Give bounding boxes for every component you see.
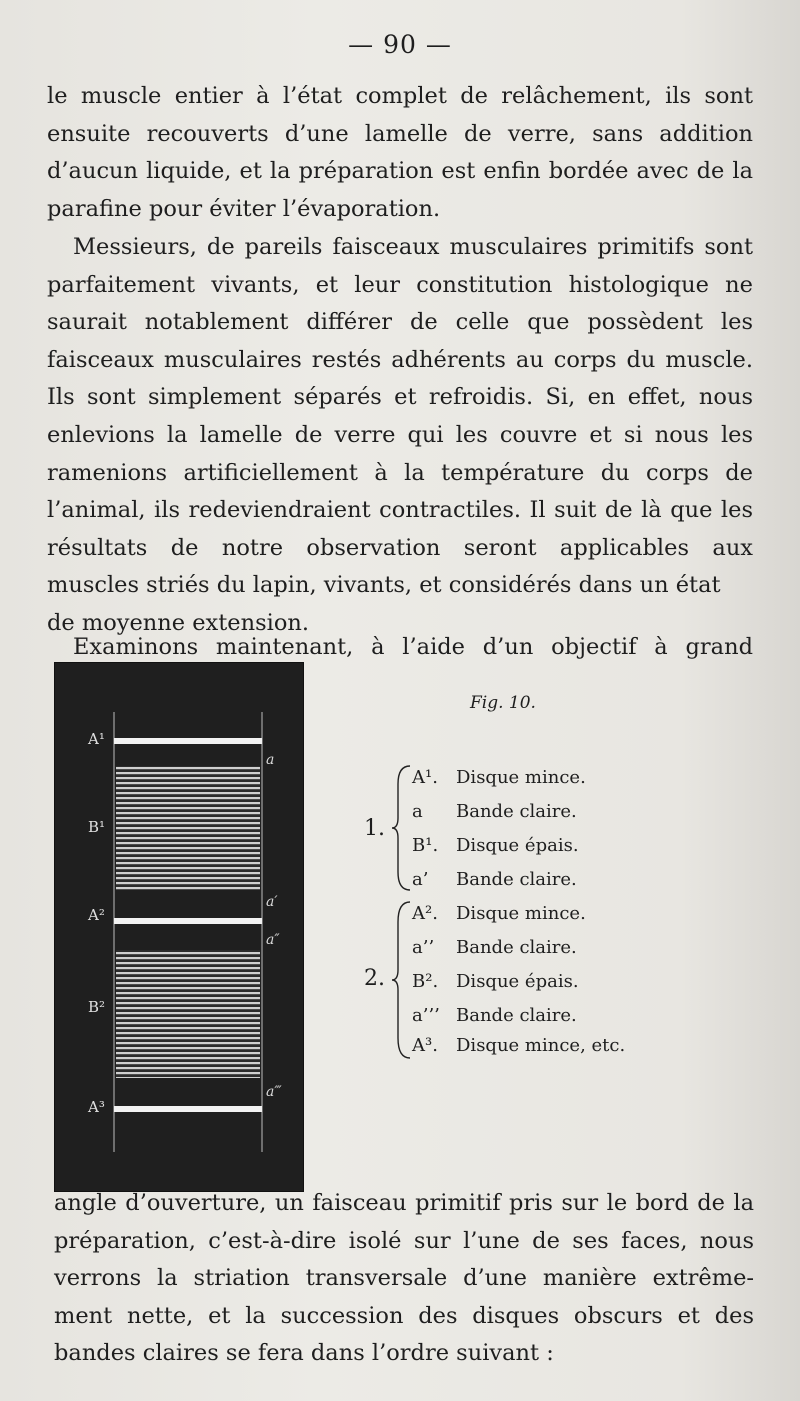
legend-abbr: a’	[412, 869, 429, 890]
legend-abbr: A¹.	[412, 767, 438, 788]
plate-label-a3: A³	[88, 1098, 105, 1116]
legend-label: Disque épais.	[456, 971, 579, 992]
legend-label: Bande claire.	[456, 1005, 577, 1026]
legend-abbr: a	[412, 801, 423, 822]
legend-abbr: B².	[412, 971, 439, 992]
legend-row	[412, 864, 577, 896]
legend-label: Disque mince.	[456, 903, 586, 924]
brace-group-1	[390, 764, 412, 892]
muscle-fibre-plate	[54, 662, 304, 1192]
legend-abbr: a’’	[412, 937, 435, 958]
paragraph-continuation: le muscle entier à l’état complet de relâchement, ils sont ensuite recouverts d’une lamelle de verre, sans addition d’aucun liquide, et la préparation est enfin bordée avec de la parafine pour éviter l’évaporation.	[47, 83, 753, 222]
legend-row	[412, 1000, 577, 1032]
thin-disc-a3	[114, 1106, 262, 1112]
paragraph-angle-ouverture: angle d’ouverture, un faisceau primitif pris sur le bord de la préparation, c’est-à-dire isolé sur l’une de ses faces, nous verrons la striation transversale d’une manière extrême-ment nette, et la succession des disques obscurs et des bandes claires se fera dans l’ordre suivant :	[54, 1190, 754, 1367]
thin-disc-a1	[114, 738, 262, 744]
legend-label: Disque mince.	[456, 767, 586, 788]
thick-disc-b2	[116, 950, 260, 1078]
plate-label-a: a	[266, 752, 275, 768]
legend-label: Disque mince, etc.	[456, 1035, 626, 1056]
plate-label-a1: A¹	[88, 730, 105, 748]
legend-abbr: a’’’	[412, 1005, 440, 1026]
legend-abbr: A³.	[412, 1035, 438, 1056]
paragraph-messieurs	[47, 229, 753, 643]
plate-label-a2: A²	[88, 906, 105, 924]
thin-disc-a2	[114, 918, 262, 924]
legend-abbr: A².	[412, 903, 438, 924]
thick-disc-b1	[116, 766, 260, 890]
legend-row	[412, 932, 577, 964]
figure-legend	[360, 760, 760, 1060]
legend-row	[412, 966, 579, 998]
legend-row	[412, 796, 577, 828]
legend-row	[412, 762, 586, 794]
group-number-1: 1.	[364, 816, 385, 841]
paragraph-messieurs-body: Messieurs, de pareils faisceaux musculaires primitifs sont parfaitement vivants, et leur constitution histologique ne saurait notablement différer de celle que possèdent les faisceaux musculaires restés adhérents au corps du muscle. Ils sont simplement séparés et refroidis. Si, en effet, nous enlevions la lamelle de verre qui les couvre et si nous les ramenions artificiellement à la température du corps de l’animal, ils redeviendraient contractiles. Il suit de là que les résultats de notre observation seront applicables aux muscles striés du lapin, vivants, et considérés dans un état	[47, 234, 753, 599]
plate-label-a-double-prime: a″	[266, 932, 280, 948]
legend-abbr: B¹.	[412, 835, 439, 856]
legend-label: Bande claire.	[456, 937, 577, 958]
legend-label: Bande claire.	[456, 869, 577, 890]
paragraph-messieurs-last-line: de moyenne extension.	[47, 609, 310, 636]
page-number: — 90 —	[348, 30, 452, 59]
group-number-2: 2.	[364, 966, 385, 991]
plate-label-b2: B²	[88, 998, 106, 1016]
paragraph-examinons-intro: Examinons maintenant, à l’aide d’un objectif à grand	[73, 634, 753, 660]
legend-row	[412, 830, 579, 862]
plate-label-a-triple-prime: a‴	[266, 1084, 282, 1100]
legend-label: Bande claire.	[456, 801, 577, 822]
plate-label-a-prime: a′	[266, 894, 278, 910]
brace-group-2	[390, 900, 412, 1060]
legend-row	[412, 1030, 625, 1062]
legend-label: Disque épais.	[456, 835, 579, 856]
figure-caption: Fig. 10.	[470, 693, 536, 713]
legend-row	[412, 898, 586, 930]
plate-label-b1: B¹	[88, 818, 106, 836]
